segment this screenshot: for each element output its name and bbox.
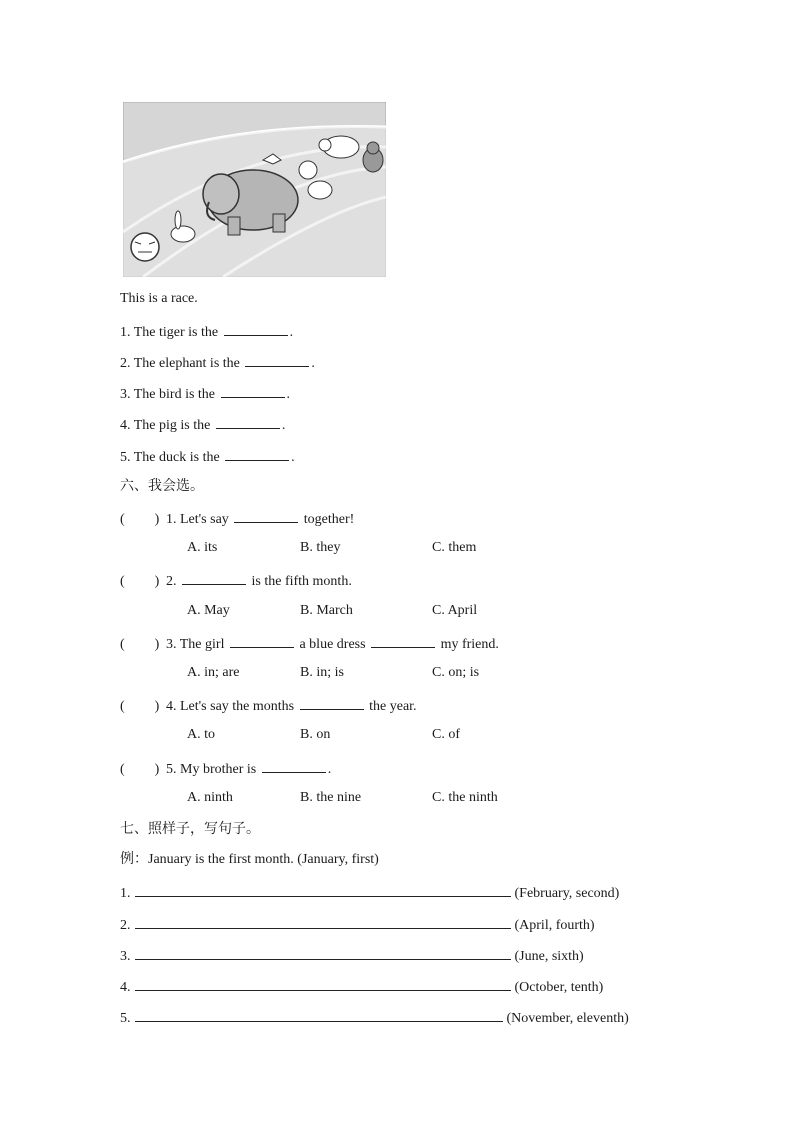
option-a[interactable]: A. ninth xyxy=(187,790,233,805)
write-item-4: 4. (October, tenth) xyxy=(120,976,603,997)
option-c[interactable]: C. of xyxy=(432,727,460,742)
answer-blank[interactable] xyxy=(230,633,294,648)
answer-blank[interactable] xyxy=(245,352,309,367)
choice-question-1: ( ) 1. Let's say together! xyxy=(120,508,354,529)
answer-blank[interactable] xyxy=(300,695,364,710)
race-animals-illustration xyxy=(123,102,386,277)
tiger-figure xyxy=(131,233,159,261)
answer-blank[interactable] xyxy=(371,633,435,648)
race-question-3: 3. The bird is the . xyxy=(120,383,290,404)
write-item-1: 1. (February, second) xyxy=(120,882,619,903)
race-question-2: 2. The elephant is the . xyxy=(120,352,315,373)
answer-blank[interactable] xyxy=(182,570,246,585)
option-b[interactable]: B. on xyxy=(300,727,331,742)
answer-blank[interactable] xyxy=(216,414,280,429)
write-line[interactable] xyxy=(135,914,511,929)
write-item-5: 5. (November, eleventh) xyxy=(120,1007,629,1028)
write-item-3: 3. (June, sixth) xyxy=(120,945,584,966)
answer-blank[interactable] xyxy=(225,446,289,461)
race-question-1: 1. The tiger is the . xyxy=(120,321,293,342)
answer-blank[interactable] xyxy=(262,758,326,773)
option-a[interactable]: A. May xyxy=(187,603,230,618)
option-c[interactable]: C. them xyxy=(432,540,477,555)
option-a[interactable]: A. its xyxy=(187,540,218,555)
answer-blank[interactable] xyxy=(234,508,298,523)
option-b[interactable]: B. they xyxy=(300,540,341,555)
write-line[interactable] xyxy=(135,1007,503,1022)
write-line[interactable] xyxy=(135,976,511,991)
choice-question-5: ( ) 5. My brother is . xyxy=(120,758,331,779)
option-c[interactable]: C. April xyxy=(432,603,478,618)
race-question-5: 5. The duck is the . xyxy=(120,446,295,467)
write-item-2: 2. (April, fourth) xyxy=(120,914,595,935)
option-c[interactable]: C. on; is xyxy=(432,665,480,680)
choice-question-2: ( ) 2. is the fifth month. xyxy=(120,570,352,591)
section-6-title: 六、我会选。 xyxy=(120,478,204,494)
option-b[interactable]: B. in; is xyxy=(300,665,344,680)
choice-question-3: ( ) 3. The girl a blue dress my friend. xyxy=(120,633,499,654)
intro-text: This is a race. xyxy=(120,291,198,306)
option-c[interactable]: C. the ninth xyxy=(432,790,498,805)
write-line[interactable] xyxy=(135,945,511,960)
answer-blank[interactable] xyxy=(221,383,285,398)
option-b[interactable]: B. the nine xyxy=(300,790,362,805)
example-sentence: 例：January is the first month. (January, first) xyxy=(120,852,379,867)
option-a[interactable]: A. in; are xyxy=(187,665,240,680)
option-a[interactable]: A. to xyxy=(187,727,215,742)
option-b[interactable]: B. March xyxy=(300,603,353,618)
write-line[interactable] xyxy=(135,882,511,897)
race-question-4: 4. The pig is the . xyxy=(120,414,285,435)
section-7-title: 七、照样子，写句子。 xyxy=(120,821,260,837)
answer-blank[interactable] xyxy=(224,321,288,336)
choice-question-4: ( ) 4. Let's say the months the year. xyxy=(120,695,417,716)
